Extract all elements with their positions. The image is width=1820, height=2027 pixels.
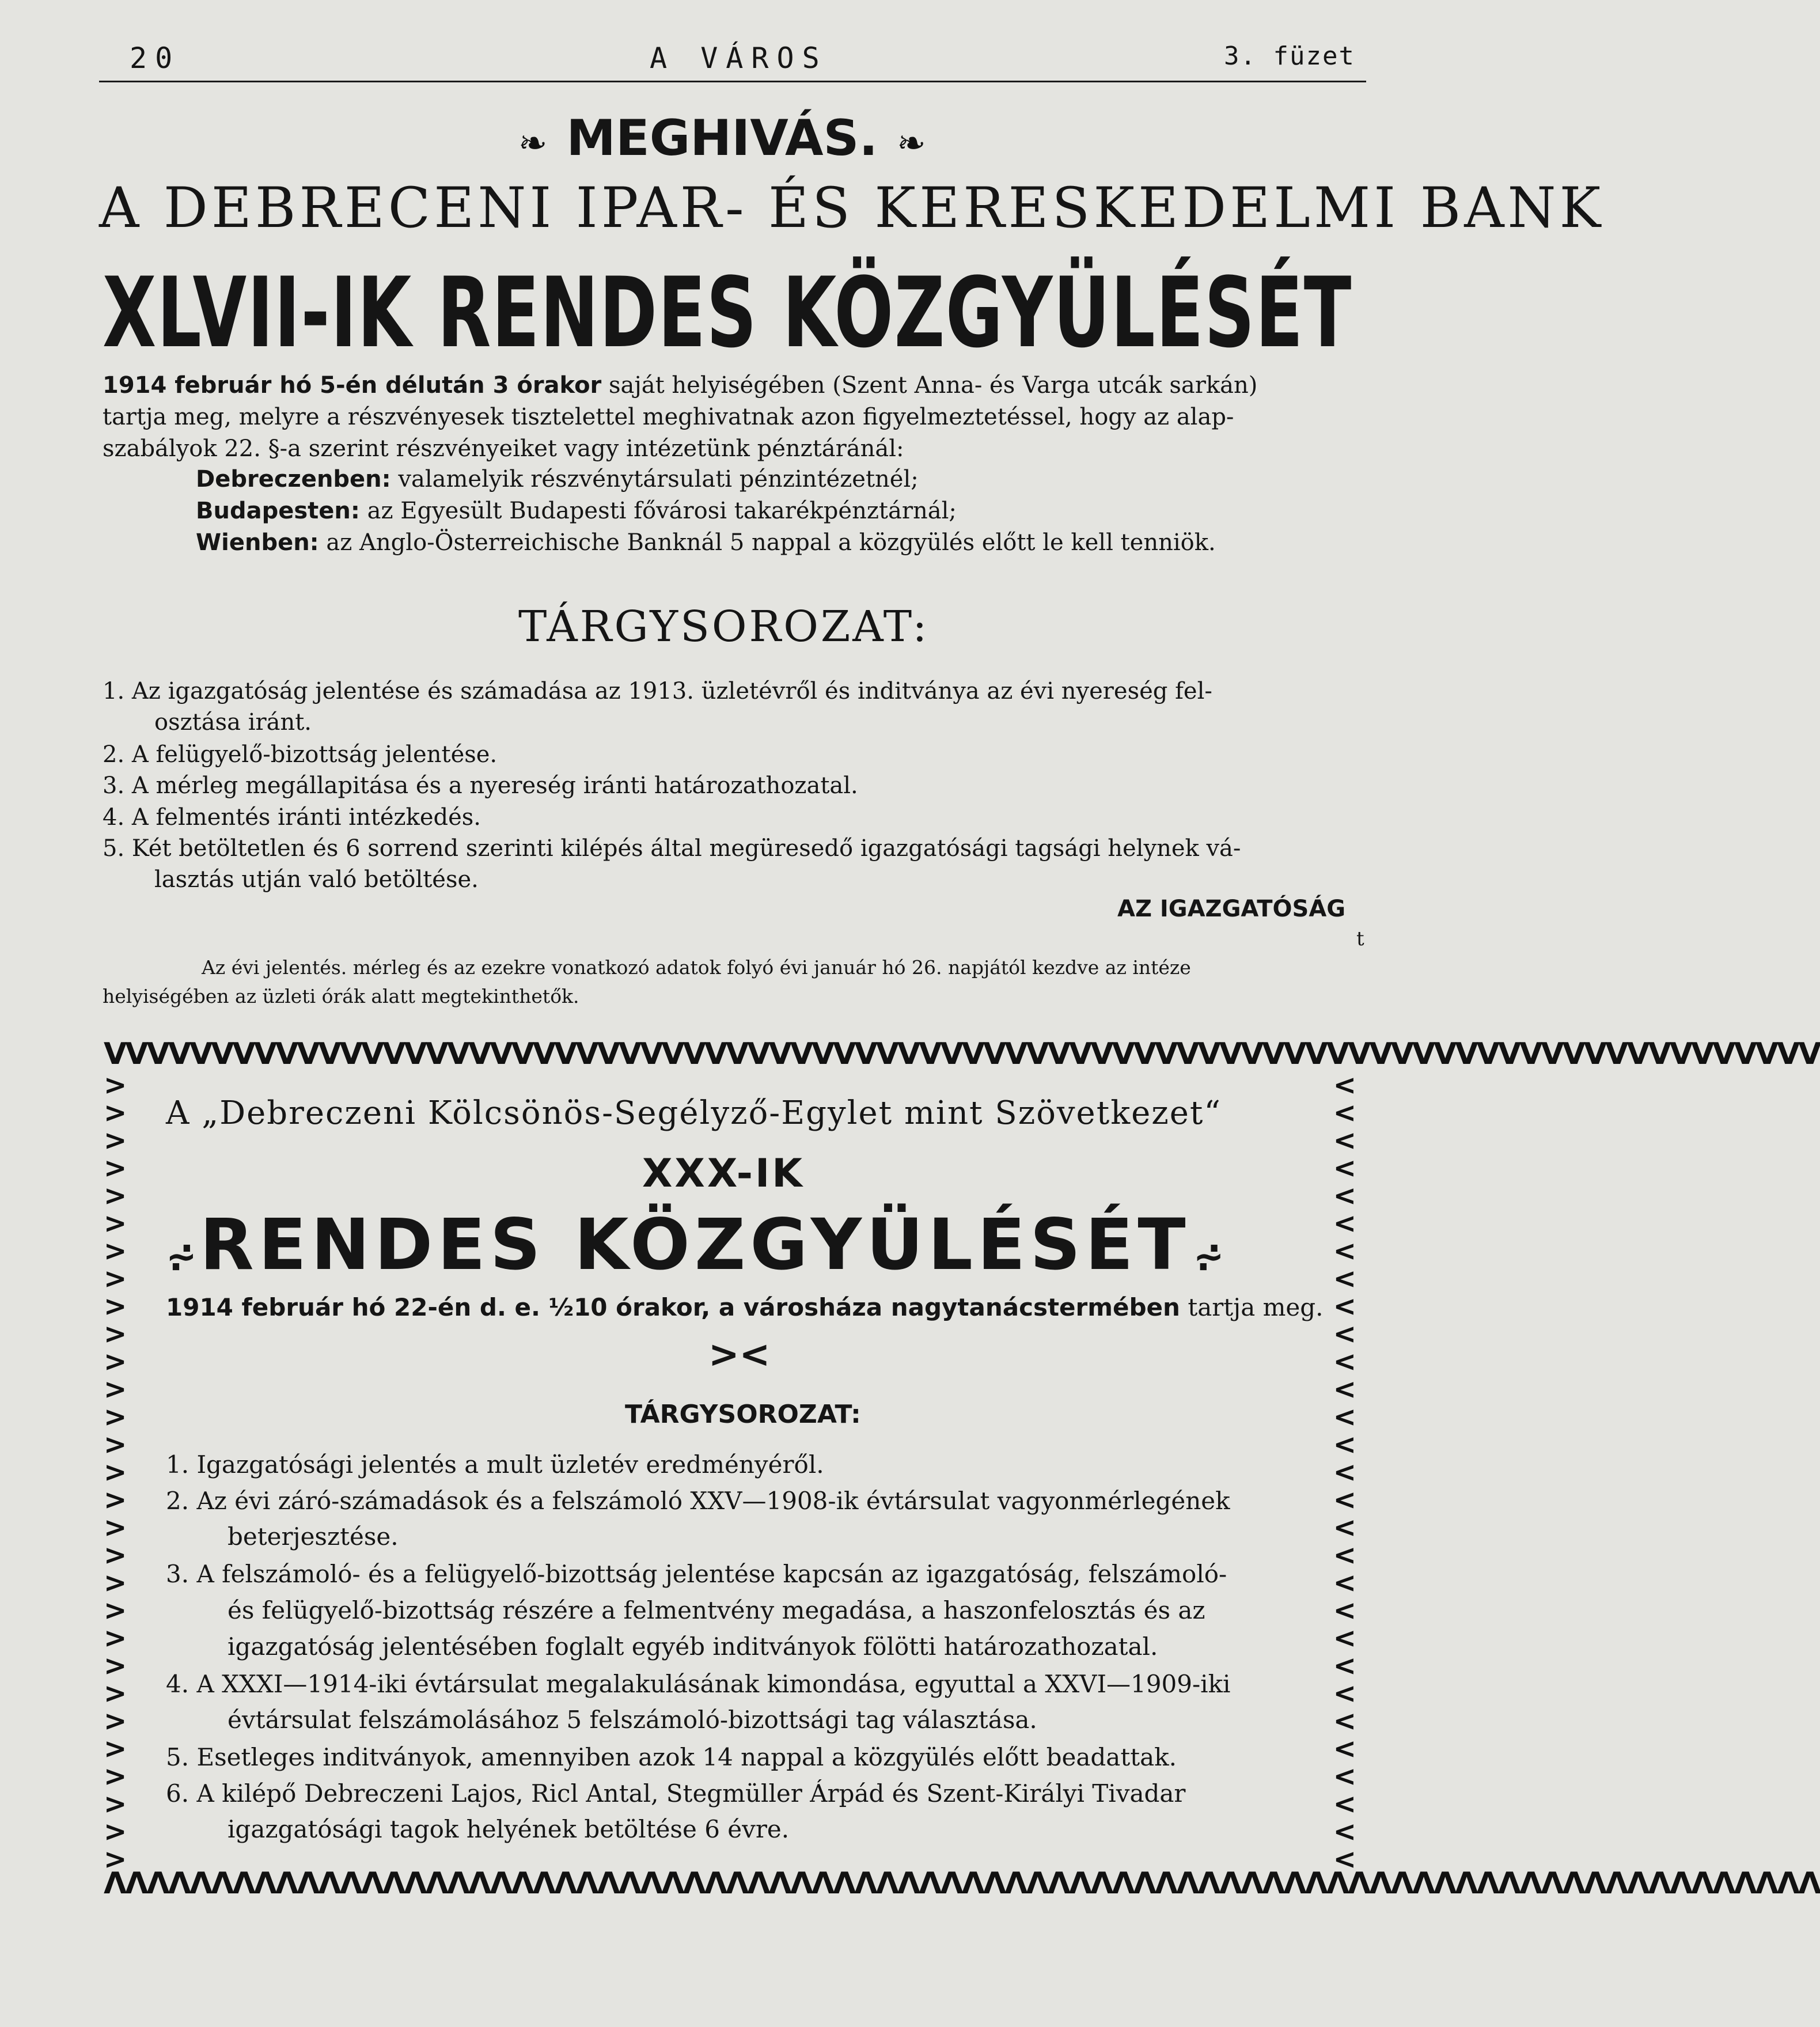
deposit-budapest bbox=[196, 495, 957, 526]
footnote-line2: helyiségében az üzleti órák alatt megtekinthetők. bbox=[103, 985, 579, 1007]
border-top: VVVVVVVVVVVVVVVVVVVVVVVVVVVVVVVVVVVVVVVVVVVVVVVVVVVVVVVVVVVVVVVVVVVVVVVVVVVVVVVV bbox=[104, 1037, 1820, 1071]
agenda-num: 2. bbox=[103, 741, 125, 768]
agenda-text: A felmentés iránti intézkedés. bbox=[131, 804, 481, 831]
border-right: < < < < < < < < < < < < < < < < < < < < < < < < < < < < < bbox=[1333, 1069, 1356, 1876]
agenda-num: 2. bbox=[166, 1487, 189, 1515]
notice1-line1 bbox=[103, 370, 1257, 401]
running-title: A VÁROS bbox=[650, 41, 828, 75]
agenda-title: TÁRGYSOROZAT: bbox=[518, 602, 930, 651]
agenda-text: A kilépő Debreczeni Lajos, Ricl Antal, Stegmüller Árpád és Szent-Királyi Tivadar bbox=[196, 1779, 1186, 1808]
meeting-title-2: RENDES KÖZGYÜLÉSÉT bbox=[199, 1204, 1190, 1286]
agenda-text: A XXXI—1914-iki évtársulat megalakulásának kimondása, egyuttal a XXVI—1909-iki bbox=[196, 1670, 1231, 1698]
agenda-item-cont: osztása iránt. bbox=[154, 709, 312, 736]
agenda2-item bbox=[166, 1556, 1227, 1592]
agenda2-item bbox=[166, 1776, 1186, 1812]
divider-icon: >< bbox=[708, 1333, 771, 1376]
deco-icon: ⩫ bbox=[1193, 1236, 1224, 1278]
agenda-num: 3. bbox=[166, 1560, 189, 1588]
agenda-item bbox=[103, 676, 1212, 707]
agenda-text: A mérleg megállapitása és a nyereség iránti határozathozatal. bbox=[131, 772, 858, 799]
agenda-num: 4. bbox=[103, 804, 125, 831]
agenda-num: 6. bbox=[166, 1779, 189, 1808]
agenda-text: Az évi záró-számadások és a felszámoló XXV—1908-ik évtársulat vagyonmérlegének bbox=[196, 1487, 1230, 1515]
agenda-title-2: TÁRGYSOROZAT: bbox=[625, 1400, 861, 1429]
city-text: valamelyik részvénytársulati pénzintézetnél; bbox=[398, 466, 919, 492]
stray-char: t bbox=[1356, 927, 1364, 950]
signature: AZ IGAZGATÓSÁG bbox=[1117, 896, 1346, 922]
notice1-title-row bbox=[518, 109, 926, 167]
agenda-item bbox=[103, 770, 858, 801]
agenda2-item-cont: igazgatósági tagok helyének betöltése 6 évre. bbox=[227, 1815, 790, 1843]
leaf-ornament-icon: ❧ bbox=[518, 123, 548, 164]
agenda-text: Esetleges inditványok, amennyiben azok 14 nappal a közgyülés előtt beadattak. bbox=[196, 1743, 1177, 1771]
leaf-ornament-icon: ❧ bbox=[897, 123, 926, 164]
issue-label: 3. füzet bbox=[1224, 41, 1355, 71]
agenda-num: 1. bbox=[166, 1450, 189, 1479]
agenda2-item-cont: és felügyelő-bizottság részére a felmentvény megadása, a haszonfelosztás és az bbox=[227, 1596, 1205, 1624]
notice1-line2: tartja meg, melyre a részvényesek tisztelettel meghivatnak azon figyelmeztetéssel, hogy az alap- bbox=[103, 404, 1234, 430]
deposit-debreczen bbox=[196, 464, 919, 495]
agenda2-item bbox=[166, 1666, 1230, 1702]
city-label: Wienben: bbox=[196, 529, 319, 556]
agenda2-item-cont: évtársulat felszámolásához 5 felszámoló-bizottsági tag választása. bbox=[227, 1706, 1037, 1734]
notice2-title-row bbox=[166, 1204, 1224, 1286]
agenda-num: 5. bbox=[103, 835, 125, 862]
meeting-title: XLVII-IK RENDES KÖZGYÜLÉSÉT bbox=[103, 256, 1352, 369]
agenda-item-cont: lasztás utján való betöltése. bbox=[154, 866, 479, 893]
page-number: 20 bbox=[130, 41, 181, 75]
agenda-item bbox=[103, 802, 481, 833]
date-rest: tartja meg. bbox=[1188, 1293, 1324, 1321]
agenda2-item-cont: beterjesztése. bbox=[227, 1522, 399, 1551]
notice1-line3: szabályok 22. §-a szerint részvényeiket vagy intézetünk pénztáránál: bbox=[103, 435, 904, 462]
meeting-date: 1914 február hó 5-én délután 3 órakor bbox=[103, 372, 602, 399]
agenda2-item-cont: igazgatóság jelentésében foglalt egyéb inditványok fölötti határozathozatal. bbox=[227, 1632, 1158, 1661]
city-text: az Anglo-Österreichische Banknál 5 nappal a közgyülés előtt le kell tenniök. bbox=[326, 529, 1216, 556]
ordinal: XXX-IK bbox=[642, 1151, 805, 1196]
city-label: Budapesten: bbox=[196, 498, 360, 524]
agenda2-item bbox=[166, 1447, 824, 1483]
deco-icon: ⩫ bbox=[166, 1236, 197, 1278]
agenda2-item bbox=[166, 1483, 1230, 1519]
agenda-num: 1. bbox=[103, 678, 125, 704]
location-text: saját helyiségében (Szent Anna- és Varga utcák sarkán) bbox=[609, 372, 1258, 399]
header-rule bbox=[99, 81, 1366, 82]
agenda-text: A felszámoló- és a felügyelő-bizottság jelentése kapcsán az igazgatóság, felszámoló- bbox=[196, 1560, 1227, 1588]
agenda-text: Az igazgatóság jelentése és számadása az 1913. üzletévről és inditványa az évi nyereség fel- bbox=[131, 678, 1212, 704]
notice2-box bbox=[104, 1037, 1820, 1901]
notice2-date-line bbox=[166, 1293, 1324, 1321]
agenda-text: Két betöltetlen és 6 sorrend szerinti kilépés által megüresedő igazgatósági tagsági helynek vá- bbox=[131, 835, 1241, 862]
footnote-line1: Az évi jelentés. mérleg és az ezekre vonatkozó adatok folyó évi január hó 26. napjától kezdve az intéze bbox=[202, 956, 1191, 979]
agenda-num: 4. bbox=[166, 1670, 189, 1698]
agenda-item bbox=[103, 739, 497, 770]
agenda-num: 3. bbox=[103, 772, 125, 799]
border-left: > > > > > > > > > > > > > > > > > > > > > > > > > > > > > bbox=[104, 1069, 127, 1876]
city-text: az Egyesült Budapesti fővárosi takarékpénztárnál; bbox=[367, 498, 957, 524]
agenda-text: A felügyelő-bizottság jelentése. bbox=[131, 741, 498, 768]
city-label: Debreczenben: bbox=[196, 466, 391, 492]
meeting-date-2: 1914 február hó 22-én d. e. ½10 órakor, a városháza nagytanácstermében bbox=[166, 1293, 1180, 1321]
deposit-wien bbox=[196, 527, 1216, 558]
agenda-item bbox=[103, 833, 1241, 864]
agenda-num: 5. bbox=[166, 1743, 189, 1771]
bank-name: A DEBRECENI IPAR- ÉS KERESKEDELMI BANK bbox=[99, 176, 1605, 240]
org-line: A „Debreczeni Kölcsönös-Segélyző-Egylet mint Szövetkezet“ bbox=[166, 1094, 1222, 1132]
border-bottom: ΛΛΛΛΛΛΛΛΛΛΛΛΛΛΛΛΛΛΛΛΛΛΛΛΛΛΛΛΛΛΛΛΛΛΛΛΛΛΛΛΛΛΛΛΛΛΛΛΛΛΛΛΛΛΛΛΛΛΛΛΛΛΛΛΛΛΛΛΛΛΛΛΛΛΛΛΛΛΛΛ bbox=[104, 1866, 1820, 1901]
agenda2-item bbox=[166, 1740, 1177, 1775]
agenda-text: Igazgatósági jelentés a mult üzletév eredményéről. bbox=[196, 1450, 824, 1479]
notice1-title: MEGHIVÁS. bbox=[566, 109, 878, 167]
